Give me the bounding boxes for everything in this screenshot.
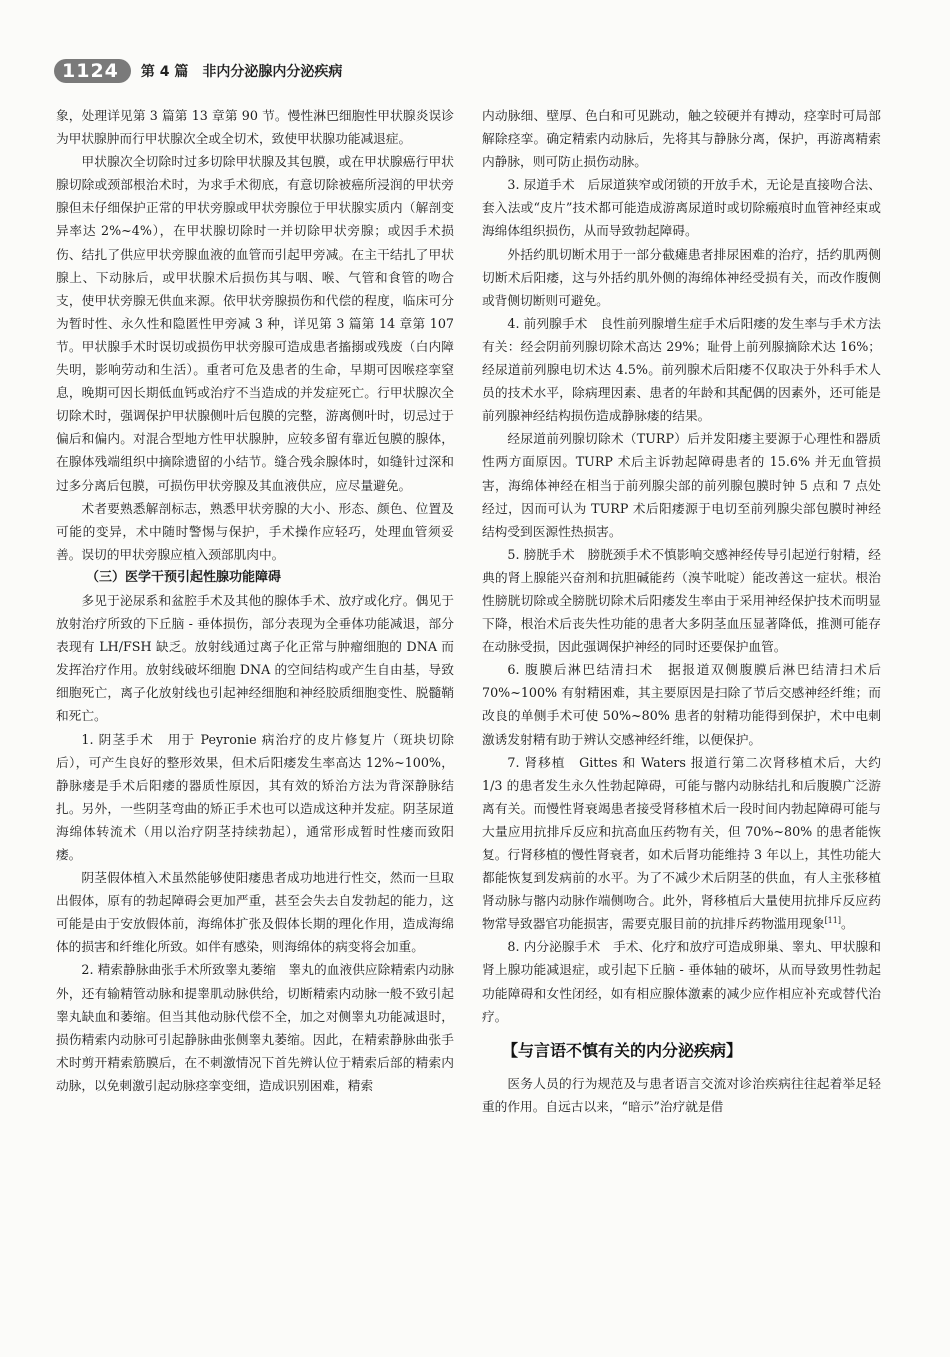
- paragraph: 医务人员的行为规范及与患者语言交流对诊治疾病往往起着举足轻重的作用。自远古以来，“暗示”治疗就是借: [482, 1075, 881, 1114]
- paragraph: 1. 阴茎手术 用于 Peyronie 病治疗的皮片修复片（斑块切除后），可产生良好的整形效果，但术后阳痿发生率高达 12%~100%，静脉瘘是手术后阳痿的器质性原因，其有效的矫治方法为背深静脉结扎。另外，一些阴茎弯曲的矫正手术也可以造成这种并发症。阴茎尿道海绵体转流术（用以治疗阴茎持续勃起），通常形成暂时性瘘而致阳痿。: [56, 731, 454, 862]
- section-heading: （三）医学干预引起性腺功能障碍: [86, 569, 282, 585]
- paragraph: 3. 尿道手术 后尿道狭窄或闭锁的开放手术，无论是直接吻合法、套入法或“皮片”技术都可能造成游离尿道时或切除瘢痕时血管神经束或海绵体组织损伤，从而导致勃起障碍。: [482, 177, 881, 239]
- paragraph: 甲状腺次全切除时过多切除甲状腺及其包膜，或在甲状腺癌行甲状腺切除或颈部根治术时，为求手术彻底，有意切除被癌所浸润的甲状旁腺但未仔细保护正常的甲状旁腺或甲状旁腺位于甲状腺实质内（解剖变异率达 2%~4%），在甲状腺切除时一并切除甲状旁腺；或因手术损伤、结扎了供应甲状旁腺血液的血管而引起甲旁减。在主干结扎了甲状腺上、下动脉后，或甲状腺术后损伤其与咽、喉、气管和食管的吻合支，使甲状旁腺无供血来源。依甲状旁腺损伤和代偿的程度，临床可分为暂时性、永久性和隐匿性甲旁减 3 种，详见第 3 篇第 14 章第 107 节。甲状腺手术时误切或损伤甲状旁腺可造成患者搐搦或残废（白内障失明，影响劳动和生活）。重者可危及患者的生命，早期可因喉痉挛窒息，晚期可因长期低血钙或治疗不当造成的并发症死亡。行甲状腺次全切除术时，强调保护甲状腺侧叶后包膜的完整，游离侧叶时，切忌过于偏后和偏内。对混合型地方性甲状腺肿，应较多留有靠近包膜的腺体，在腺体残端组织中摘除遗留的小结节。缝合残余腺体时，如缝针过深和过多分离后包膜，可损伤甲状旁腺及其血液供应，应尽量避免。: [56, 154, 454, 493]
- paragraph-end: 。: [840, 916, 854, 932]
- running-header: [54, 58, 910, 84]
- paragraph: [482, 751, 881, 936]
- paragraph: 多见于泌尿系和盆腔手术及其他的腺体手术、放疗或化疗。偶见于放射治疗所致的下丘脑 - 垂体损伤，部分表现为全垂体功能减退，部分表现有 LH/FSH 缺乏。放射线通过离子化正常与肿瘤细胞的 DNA 而发挥治疗作用。放射线破坏细胞 DNA 的空间结构或产生自由基，导致细胞死亡，离子化放射线也引起神经细胞和神经胶质细胞变性、脱髓鞘和死亡。: [56, 592, 454, 724]
- paragraph: 2. 精索静脉曲张手术所致睾丸萎缩 睾丸的血液供应除精索内动脉外，还有输精管动脉和提睾肌动脉供给，切断精索内动脉一般不致引起睾丸缺血和萎缩。但当其他动脉代偿不全，加之对侧睾丸功能减退时，损伤精索内动脉可引起静脉曲张侧睾丸萎缩。因此，在精索静脉曲张手术时剪开精索筋膜后，在不刺激情况下首先辨认位于精索后部的精索内动脉，以免刺激引起动脉痉挛变细，造成识别困难，精索: [56, 962, 454, 1093]
- paragraph: 阴茎假体植入术虽然能够使阳痿患者成功地进行性交，然而一旦取出假体，原有的勃起障碍会更加严重，甚至会失去自发勃起的能力，这可能是由于安放假体前，海绵体扩张及假体长期的理化作用，造成海绵体的损害和纤维化所致。如伴有感染，则海绵体的病变将会加重。: [56, 870, 454, 955]
- paragraph: 术者要熟悉解剖标志，熟悉甲状旁腺的大小、形态、颜色、位置及可能的变异，术中随时警惕与保护，手术操作应轻巧，处理血管须妥善。误切的甲状旁腺应植入颈部肌肉中。: [56, 500, 454, 562]
- left-column: [56, 104, 454, 1097]
- section-heading: 【与言语不慎有关的内分泌疾病】: [502, 1040, 743, 1060]
- page-number: 1124: [54, 59, 131, 83]
- part-label: 第 4 篇: [140, 64, 189, 80]
- paragraph: 经尿道前列腺切除术（TURP）后并发阳痿主要源于心理性和器质性两方面原因。TURP 术后主诉勃起障碍患者的 15.6% 并无血管损害，海绵体神经在相当于前列腺尖部的前列腺包膜时钟 5 点和 7 点处经过，因而可认为 TURP 术后阳痿源于电切至前列腺尖部包膜时神经结构受到医源性热损害。: [482, 431, 881, 539]
- paragraph: 外括约肌切断术用于一部分截瘫患者排尿困难的治疗，括约肌两侧切断术后阳痿，这与外括约肌外侧的海绵体神经受损有关，而改作腹侧或背侧切断则可避免。: [482, 246, 881, 308]
- citation-ref: [11]: [824, 916, 841, 926]
- paragraph: 内动脉细、壁厚、色白和可见跳动，触之较硬并有搏动，痉挛时可局部解除痉挛。确定精索内动脉后，先将其与静脉分离，保护，再游离精索内静脉，则可防止损伤动脉。: [482, 108, 881, 170]
- paragraph: 4. 前列腺手术 良性前列腺增生症手术后阳痿的发生率与手术方法有关：经会阴前列腺切除术高达 29%；耻骨上前列腺摘除术达 16%；经尿道前列腺电切术达 4.5%。前列腺术后阳痿不仅取决于外科手术人员的技术水平，除病理因素、患者的年龄和其配偶的因素外，还可能是前列腺神经结构损伤造成静脉瘘的结果。: [482, 315, 881, 424]
- paragraph-text: 7. 肾移植 Gittes 和 Waters 报道行第二次肾移植术后，大约 1/3 的患者发生永久性勃起障碍，可能与髂内动脉结扎和后腹膜广泛游离有关。而慢性肾衰竭患者接受肾移植术后一段时间内勃起障碍可能与大量应用抗排斥反应和抗高血压药物有关，但 70%~80% 的患者能恢复。行肾移植的慢性肾衰者，如术后肾功能维持 3 年以上，其性功能大都能恢复到发病前的水平。为了不减少术后阴茎的供血，有人主张移植肾动脉与髂内动脉作端侧吻合。此外，肾移植后大量使用抗排斥反应药物常导致器官功能损害，需要克服目前的抗排斥药物滥用现象: [482, 754, 881, 932]
- paragraph: 8. 内分泌腺手术 手术、化疗和放疗可造成卵巢、睾丸、甲状腺和肾上腺功能减退症，或引起下丘脑 - 垂体轴的破坏，从而导致男性勃起功能障碍和女性闭经，如有相应腺体激素的减少应作相应补充或替代治疗。: [482, 939, 881, 1024]
- paragraph: 象，处理详见第 3 篇第 13 章第 90 节。慢性淋巴细胞性甲状腺炎误诊为甲状腺肿而行甲状腺次全或全切术，致使甲状腺功能减退症。: [56, 108, 454, 147]
- paragraph: 6. 腹膜后淋巴结清扫术 据报道双侧腹膜后淋巴结清扫术后 70%~100% 有射精困难，其主要原因是扫除了节后交感神经纤维；而改良的单侧手术可使 50%~80% 患者的射精功能得到保护，术中电刺激诱发射精有助于辨认交感神经纤维，以便保护。: [482, 662, 881, 747]
- part-title: 非内分泌腺内分泌疾病: [202, 64, 343, 80]
- paragraph: 5. 膀胱手术 膀胱颈手术不慎影响交感神经传导引起逆行射精，经典的肾上腺能兴奋剂和抗胆碱能药（溴苄吡啶）能改善这一症状。根治性膀胱切除或全膀胱切除术后阳痿发生率由于采用神经保护技术而明显下降，根治术后丧失性功能的患者大多阴茎血压显著降低，推测可能存在动脉受损，因此强调保护神经的同时还要保护血管。: [482, 546, 881, 655]
- right-column: [482, 104, 881, 1118]
